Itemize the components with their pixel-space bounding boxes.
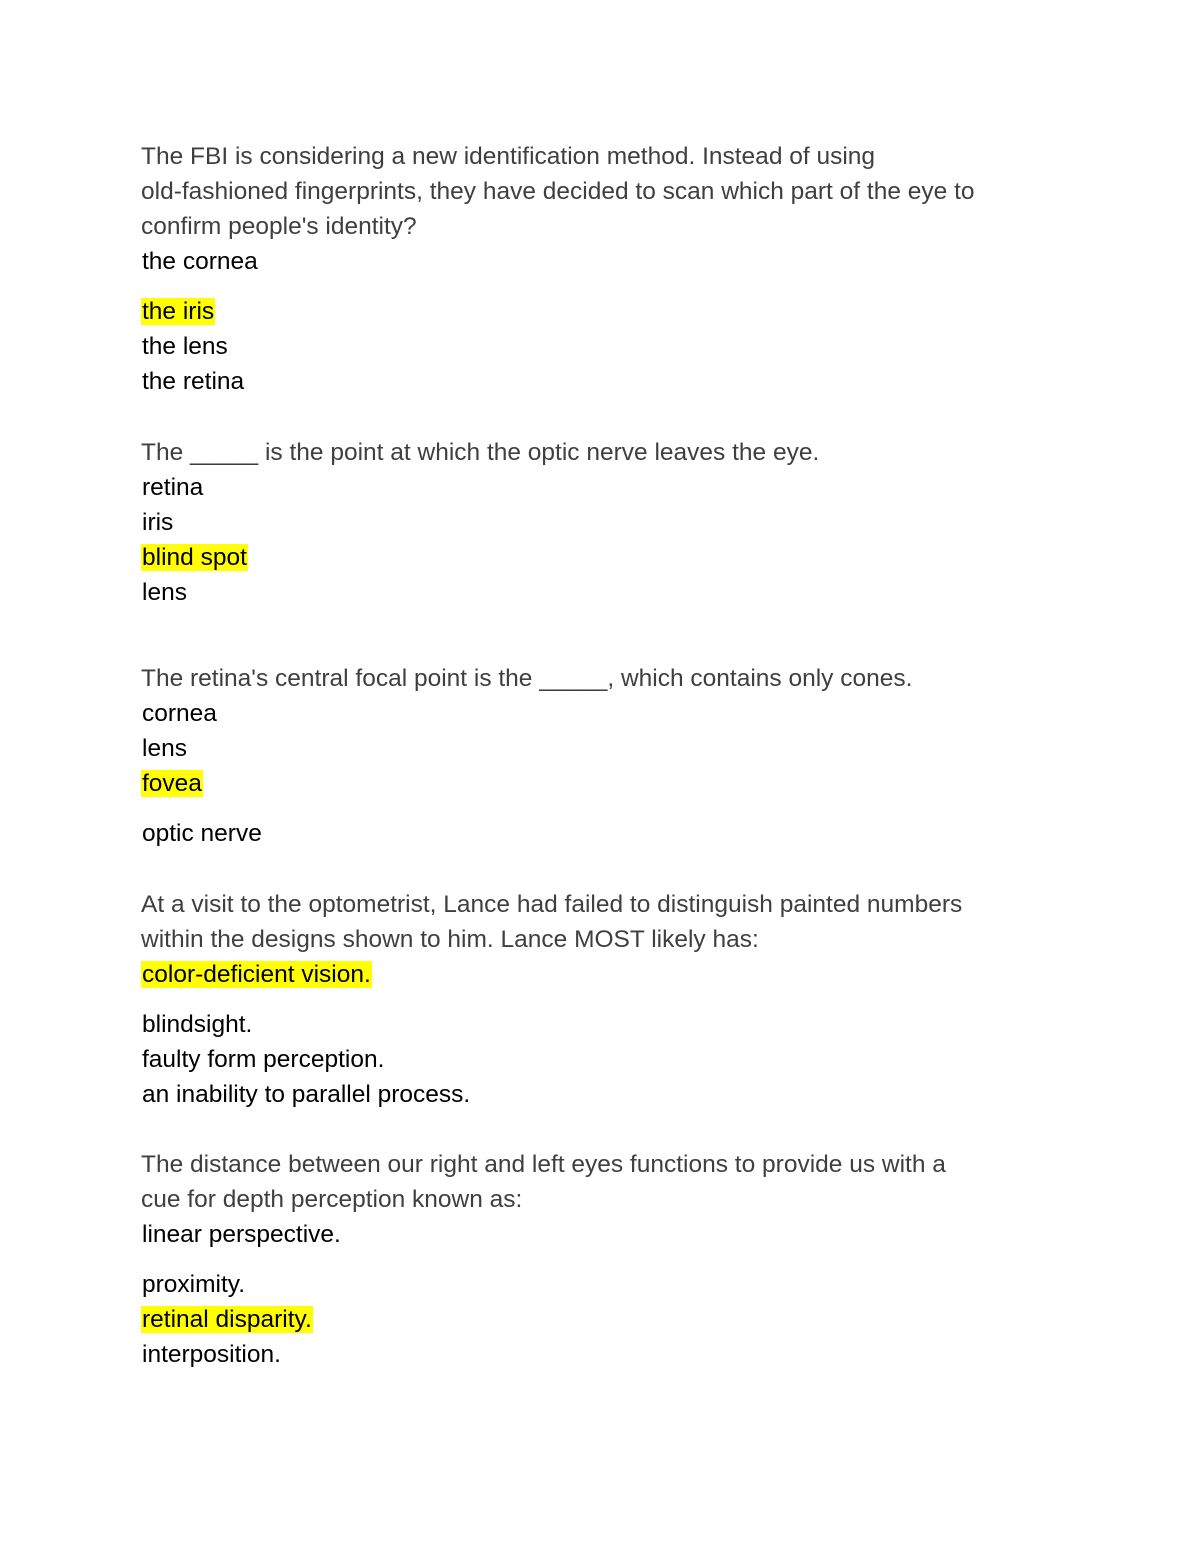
answer-option — [141, 575, 1061, 610]
question-1-line-2: old-fashioned fingerprints, they have decided to scan which part of the eye to — [141, 178, 975, 205]
answer-text: blindsight. — [142, 1011, 253, 1038]
answer-option — [141, 364, 1061, 399]
answer-text-highlighted: color-deficient vision. — [142, 961, 371, 988]
correct-answer-option — [141, 294, 1061, 329]
answer-text-highlighted: blind spot — [142, 544, 247, 571]
answer-text-highlighted: the iris — [142, 298, 215, 325]
answer-option — [141, 816, 1061, 851]
answer-text: cornea — [142, 700, 217, 727]
question-block-3 — [141, 661, 1061, 851]
answer-text: retina — [142, 474, 204, 501]
correct-answer-option — [141, 766, 1061, 801]
answer-option — [141, 1077, 1061, 1112]
answer-option — [141, 696, 1061, 731]
question-4-line-1: At a visit to the optometrist, Lance had failed to distinguish painted numbers — [141, 891, 963, 918]
question-5-line-2: cue for depth perception known as: — [141, 1186, 523, 1213]
correct-answer-option — [141, 1302, 1061, 1337]
answer-option — [141, 1217, 1061, 1252]
answer-option — [141, 329, 1061, 364]
answer-text: an inability to parallel process. — [142, 1081, 471, 1108]
answer-option — [141, 470, 1061, 505]
answer-text-highlighted: retinal disparity. — [142, 1306, 312, 1333]
question-3-text — [141, 661, 1061, 696]
answer-option — [141, 505, 1061, 540]
answer-option — [141, 1007, 1061, 1042]
question-block-1 — [141, 139, 1061, 399]
question-2-text — [141, 435, 1061, 470]
question-1-text — [141, 139, 1061, 244]
question-1-line-1: The FBI is considering a new identification method. Instead of using — [141, 143, 876, 170]
answer-text: optic nerve — [142, 820, 262, 847]
answer-text: linear perspective. — [142, 1221, 341, 1248]
answer-option — [141, 244, 1061, 279]
answer-text-highlighted: fovea — [142, 770, 202, 797]
question-5-text — [141, 1147, 1061, 1217]
correct-answer-option — [141, 540, 1061, 575]
answer-text: lens — [142, 579, 187, 606]
question-5-line-1: The distance between our right and left eyes functions to provide us with a — [141, 1151, 946, 1178]
answer-option — [141, 731, 1061, 766]
answer-text: the cornea — [142, 248, 258, 275]
answer-text: interposition. — [142, 1341, 281, 1368]
answer-option — [141, 1267, 1061, 1302]
question-block-2 — [141, 435, 1061, 610]
answer-text: lens — [142, 735, 187, 762]
question-block-4 — [141, 887, 1061, 1112]
question-1-line-3: confirm people's identity? — [141, 213, 417, 240]
question-2-line-1: The _____ is the point at which the optic nerve leaves the eye. — [141, 439, 820, 466]
question-block-5 — [141, 1147, 1061, 1372]
question-4-line-2: within the designs shown to him. Lance MOST likely has: — [141, 926, 759, 953]
question-4-text — [141, 887, 1061, 957]
answer-text: iris — [142, 509, 174, 536]
answer-text: proximity. — [142, 1271, 246, 1298]
answer-text: the retina — [142, 368, 245, 395]
correct-answer-option — [141, 957, 1061, 992]
question-3-line-1: The retina's central focal point is the _____, which contains only cones. — [141, 665, 913, 692]
answer-option — [141, 1042, 1061, 1077]
answer-option — [141, 1337, 1061, 1372]
answer-text: the lens — [142, 333, 228, 360]
answer-text: faulty form perception. — [142, 1046, 385, 1073]
